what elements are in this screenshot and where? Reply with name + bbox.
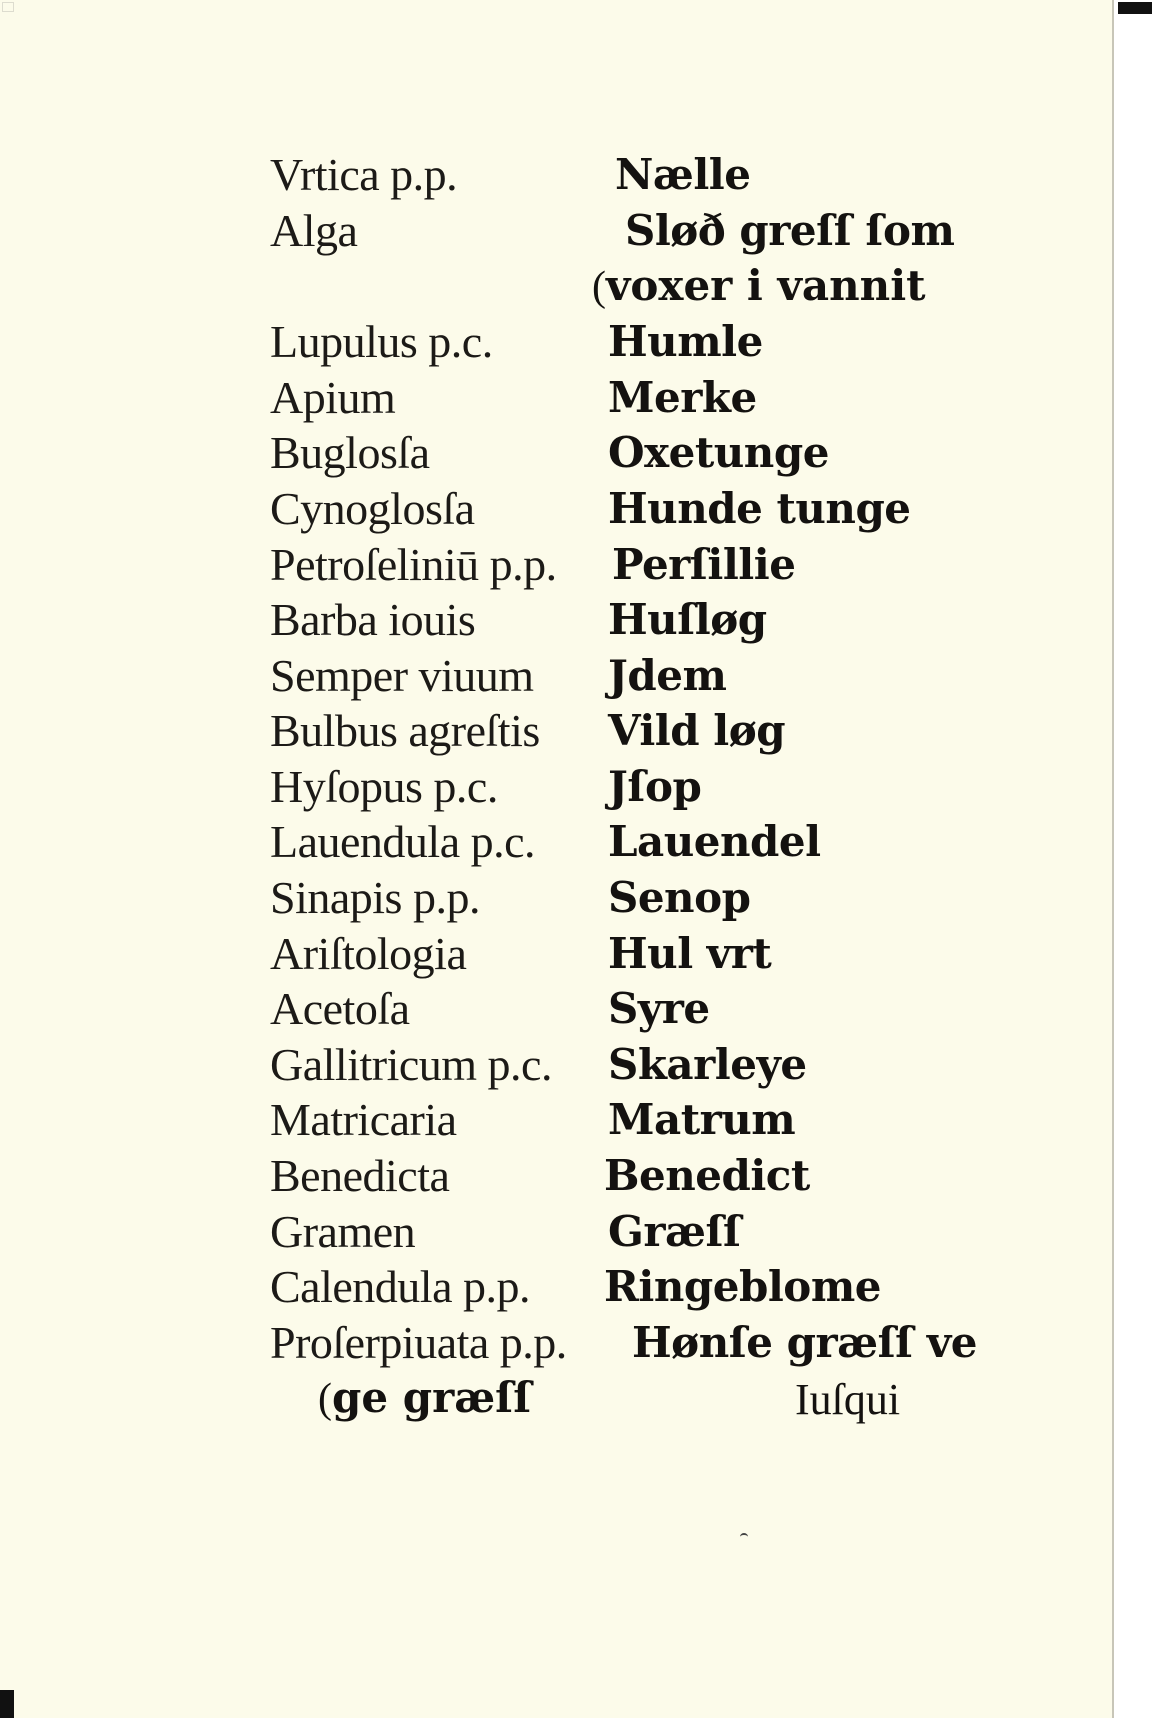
danish-term: Merke	[608, 373, 757, 422]
entry-row	[270, 147, 970, 203]
latin-term: Sinapis p.p.	[270, 872, 480, 923]
entry-row	[270, 703, 970, 759]
entry-row	[270, 203, 970, 259]
entry-row	[270, 1315, 977, 1371]
latin-term: Benedicta	[270, 1150, 450, 1201]
latin-term: Calendula p.p.	[270, 1261, 530, 1312]
entry-row	[270, 1037, 970, 1093]
entry-row	[270, 1204, 970, 1260]
entry-row	[270, 537, 970, 593]
bracket-mark: (	[592, 264, 606, 310]
bracket-mark: (	[318, 1376, 332, 1422]
latin-term: Acetoſa	[270, 983, 410, 1034]
corner-tick	[2, 2, 14, 12]
latin-term: Matricaria	[270, 1094, 457, 1145]
latin-term: Bulbus agreſtis	[270, 705, 540, 756]
latin-term: Alga	[270, 205, 358, 256]
danish-term: Græſſ	[608, 1207, 741, 1256]
continuation-text: voxer i vannit	[606, 261, 926, 310]
danish-term: Syre	[608, 984, 710, 1033]
latin-term: Ariſtologia	[270, 928, 467, 979]
danish-term: Huſløg	[608, 595, 767, 644]
danish-term: Oxetunge	[608, 428, 829, 477]
entry-row	[270, 425, 970, 481]
danish-term: Skarleye	[608, 1040, 807, 1089]
entry-row	[270, 1259, 970, 1315]
entry-row	[270, 759, 970, 815]
latin-term: Proſerpiuata p.p.	[270, 1317, 567, 1368]
danish-term: Ringeblome	[604, 1262, 881, 1311]
entry-row	[270, 1148, 970, 1204]
entry-row	[270, 314, 970, 370]
entry-row	[270, 648, 970, 704]
signature-mark	[740, 1533, 748, 1541]
entry-row	[270, 370, 970, 426]
entry-row	[270, 926, 970, 982]
danish-term: Humle	[608, 317, 763, 366]
danish-term: Perſillie	[612, 540, 796, 589]
scan-marker-top	[1118, 2, 1152, 14]
latin-term: Semper viuum	[270, 650, 534, 701]
entry-row	[270, 870, 970, 926]
entry-row	[270, 814, 970, 870]
danish-term: Vild løg	[608, 706, 786, 755]
latin-term: Cynoglosſa	[270, 483, 475, 534]
continuation-line	[592, 258, 926, 314]
latin-term: Lupulus p.c.	[270, 316, 493, 367]
danish-term: Sløð greſſ ſom	[625, 206, 955, 255]
latin-term: Buglosſa	[270, 427, 430, 478]
danish-term: Jſop	[608, 762, 702, 811]
entry-row	[270, 1092, 970, 1148]
danish-term: Hønſe græſſ ve	[632, 1318, 977, 1367]
danish-term: Benedict	[604, 1151, 810, 1200]
danish-term: Hul vrt	[608, 929, 772, 978]
continuation-text: ge græſſ	[332, 1373, 532, 1422]
scan-marker-bottom	[0, 1690, 14, 1718]
latin-term: Gallitricum p.c.	[270, 1039, 552, 1090]
sheet-edge	[1112, 0, 1114, 1718]
latin-term: Petroſeliniū p.p.	[270, 539, 557, 590]
danish-term: Nælle	[615, 150, 751, 199]
danish-term: Hunde tunge	[608, 484, 911, 533]
danish-term: Lauendel	[608, 817, 821, 866]
latin-term: Vrtica p.p.	[270, 149, 458, 200]
danish-term: Senop	[608, 873, 751, 922]
latin-term: Lauendula p.c.	[270, 816, 536, 867]
latin-term: Apium	[270, 372, 396, 423]
latin-term: Barba iouis	[270, 594, 476, 645]
danish-term: Matrum	[608, 1095, 796, 1144]
danish-term: Jdem	[608, 651, 727, 700]
continuation-line	[318, 1370, 531, 1426]
entry-row	[270, 592, 970, 648]
entry-row	[270, 981, 970, 1037]
latin-term: Gramen	[270, 1206, 416, 1257]
entry-row	[270, 481, 970, 537]
latin-term: Hyſopus p.c.	[270, 761, 498, 812]
catchword: Iuſqui	[795, 1375, 901, 1424]
